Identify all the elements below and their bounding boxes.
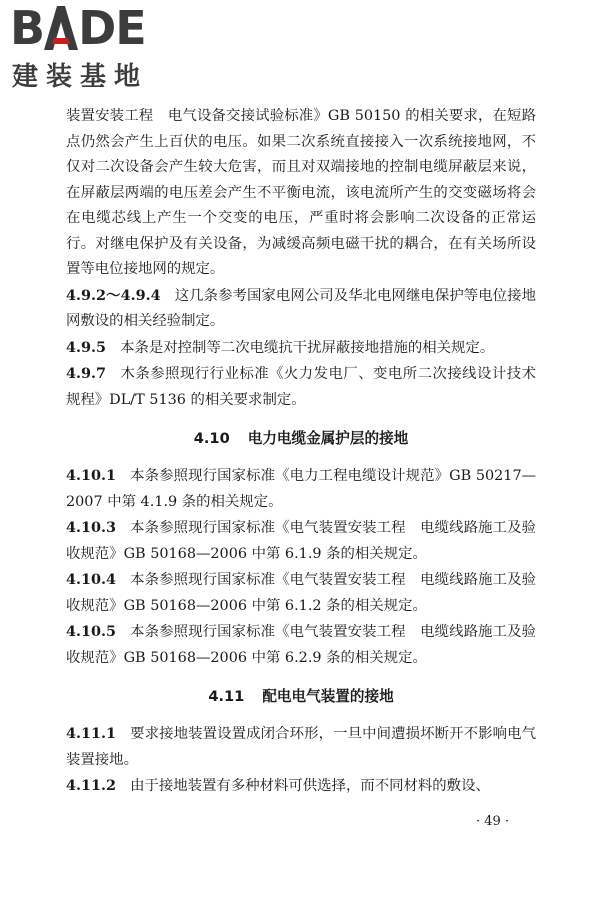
section-title: 配电电气装置的接地 (262, 688, 394, 705)
clause-4-11-2 (66, 773, 536, 800)
clause-text: 这几条参考国家电网公司及华北电网继电保护等电位接地网敷设的相关经验制定。 (66, 287, 536, 329)
clause-text: 本条参照现行国家标准《电气装置安装工程 电缆线路施工及验收规范》GB 50168—2006 中第 6.1.2 条的相关规定。 (66, 572, 536, 614)
clause-text: 由于接地装置有多种材料可供选择，而不同材料的敷设、 (130, 778, 490, 794)
clause-text: 本条参照现行国家标准《电气装置安装工程 电缆线路施工及验收规范》GB 50168—2006 中第 6.2.9 条的相关规定。 (66, 624, 536, 666)
logo-letter-d: D (78, 1, 116, 55)
clause-4-9-5 (66, 335, 536, 362)
page-content (66, 104, 536, 800)
clause-number: 4.9.5 (66, 338, 107, 356)
logo-letter-e: E (115, 1, 146, 55)
logo-chinese-name: 建装基地 (12, 62, 149, 92)
page-number: · 49 · (476, 814, 510, 829)
clause-number: 4.10.1 (66, 467, 117, 484)
clause-number: 4.11.1 (66, 725, 117, 742)
clause-4-10-3 (66, 515, 536, 567)
logo-letter-a-mark (44, 6, 78, 50)
clause-4-10-5 (66, 619, 536, 671)
clause-text: 要求接地装置设置成闭合环形，一旦中间遭损坏断开不影响电气装置接地。 (66, 726, 536, 768)
section-heading-4-11 (66, 685, 536, 709)
section-title: 电力电缆金属护层的接地 (247, 430, 409, 447)
clause-number: 4.11.2 (66, 777, 117, 794)
logo-letter-b: B (10, 1, 45, 55)
clause-text: 木条参照现行行业标准《火力发电厂、变电所二次接线设计技术规程》DL/T 5136 的相关要求制定。 (66, 366, 536, 408)
clause-4-11-1 (66, 721, 536, 773)
logo-a-icon (44, 6, 78, 50)
clause-number: 4.9.7 (66, 365, 107, 382)
paragraph-continued: 装置安装工程 电气设备交接试验标准》GB 50150 的相关要求，在短路点仍然会产生上百伏的电压。如果二次系统直接接入一次系统接地网，不仅对二次设备会产生较大危害，而且对双端接地的控制电缆屏蔽层来说，在屏蔽层两端的电压差会产生不平衡电流，该电流所产生的交变磁场将会在电缆芯线上产生一个交变的电压，严重时将会影响二次设备的正常运行。对继电保护及有关设备，为减缓高频电磁干扰的耦合，在有关场所设置等电位接地网的规定。 (66, 108, 536, 277)
logo-wordmark (10, 1, 146, 55)
clause-number: 4.10.5 (66, 623, 117, 640)
clause-number: 4.9.2～4.9.4 (66, 286, 161, 304)
clause-text: 本条参照现行国家标准《电力工程电缆设计规范》GB 50217—2007 中第 4.1.9 条的相关规定。 (66, 468, 536, 510)
clause-text: 本条参照现行国家标准《电气装置安装工程 电缆线路施工及验收规范》GB 50168—2006 中第 6.1.9 条的相关规定。 (66, 520, 536, 562)
section-heading-4-10 (66, 427, 536, 451)
clause-4-9-2 (66, 283, 536, 335)
bade-logo (10, 1, 180, 92)
clause-4-9-7 (66, 361, 536, 413)
clause-number: 4.10.4 (66, 571, 117, 588)
clause-4-10-4 (66, 567, 536, 619)
clause-4-10-1 (66, 463, 536, 515)
clause-text: 本条是对控制等二次电缆抗干扰屏蔽接地措施的相关规定。 (120, 339, 495, 356)
section-number: 4.11 (208, 688, 245, 705)
clause-number: 4.10.3 (66, 519, 117, 536)
section-number: 4.10 (193, 430, 230, 447)
